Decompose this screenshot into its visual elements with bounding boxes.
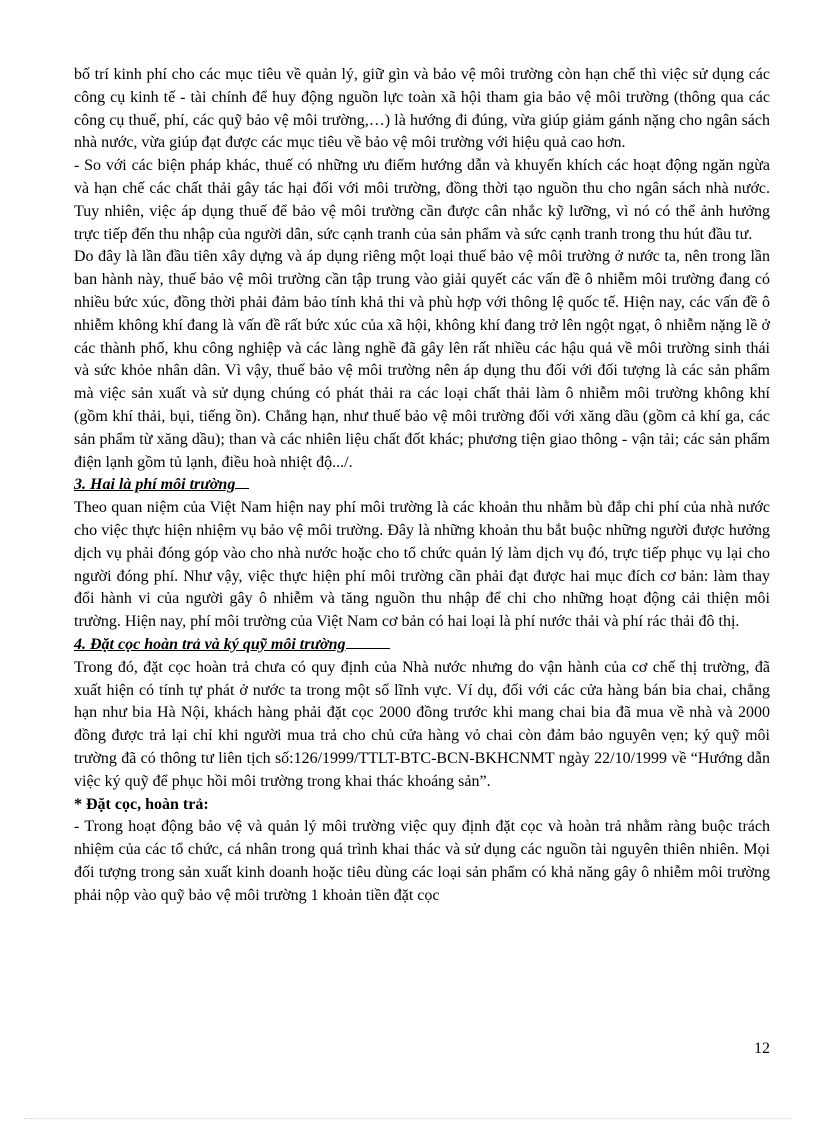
section-heading-4-text: 4. Đặt cọc hoàn trả và ký quỹ môi trường — [74, 635, 346, 653]
paragraph-5: Trong đó, đặt cọc hoàn trả chưa có quy định của Nhà nước nhưng do vận hành của cơ chế thị trường, đã xuất hiện có tính tự phát ở nước ta trong một số lĩnh vực. Ví dụ, đối với các cửa hàng bán bia chai, chẳng hạn như bia Hà Nội, khách hàng phải đặt cọc 2000 đồng trước khi mang chai bia đã mua về nhà và 2000 đồng được trả lại chỉ khi người mua trả cho chủ cửa hàng vỏ chai còn đảm bảo nguyên vẹn; ký quỹ môi trường đã có thông tư liên tịch số:126/1999/TTLT-BTC-BCN-BKHCNMT ngày 22/10/1999 về “Hướng dẫn việc ký quỹ để phục hồi môi trường trong khai thác khoáng sản”. — [74, 658, 770, 790]
subheading-deposit: * Đặt cọc, hoàn trả: — [74, 795, 209, 813]
document-body — [74, 64, 770, 907]
paragraph-6: - Trong hoạt động bảo vệ và quản lý môi trường việc quy định đặt cọc và hoàn trả nhằm ràng buộc trách nhiệm của các tổ chức, cá nhân trong quá trình khai thác và sử dụng các nguồn tài nguyên thiên nhiên. Mọi đối tượng trong sản xuất kinh doanh hoặc tiêu dùng các loại sản phẩm có khả năng gây ô nhiễm môi trường phải nộp vào quỹ bảo vệ môi trường 1 khoản tiền đặt cọc — [74, 818, 770, 904]
paragraph-3: Do đây là lần đầu tiên xây dựng và áp dụng riêng một loại thuế bảo vệ môi trường ở nước ta, nên trong lần ban hành này, thuế bảo vệ môi trường cần tập trung vào giải quyết các vấn đề ô nhiễm môi trường đang có nhiều bức xúc, đồng thời phải đảm bảo tính khả thi và phù hợp với thông lệ quốc tế. Hiện nay, các vấn đề ô nhiễm không khí đang là vấn đề rất bức xúc của xã hội, không khí đang trở lên ngột ngạt, ô nhiễm nặng lề ở các thành phố, khu công nghiệp và các làng nghề đã gây lên rất nhiều các hậu quả về môi trường sinh thái và sức khỏe nhân dân. Vì vậy, thuế bảo vệ môi trường nên áp dụng thu đối với đối tượng là các sản phẩm mà việc sản xuất và sử dụng chúng có phát thải ra các loại chất thải làm ô nhiễm môi trường không khí (gồm khí thải, bụi, tiếng ồn). Chẳng hạn, như thuế bảo vệ môi trường đối với xăng dầu (gồm cả khí ga, các sản phẩm từ xăng dầu); than và các nhiên liệu chất đốt khác; phương tiện giao thông - vận tải; các sản phẩm điện lạnh gồm tủ lạnh, điều hoà nhiệt độ.../. — [74, 248, 770, 471]
heading-underline — [346, 648, 390, 649]
section-heading-3-text: 3. Hai là phí môi trường — [74, 476, 236, 494]
page-bottom-divider — [24, 1118, 792, 1119]
section-heading-3 — [74, 474, 770, 497]
paragraph-4: Theo quan niệm của Việt Nam hiện nay phí môi trường là các khoản thu nhằm bù đắp chi phí của nhà nước cho việc thực hiện nhiệm vụ bảo vệ môi trường. Đây là những khoản thu bắt buộc những người được hưởng dịch vụ phải đóng góp vào cho nhà nước hoặc cho tổ chức quản lý làm dịch vụ đó, trực tiếp phục vụ lại cho người đóng phí. Như vậy, việc thực hiện phí môi trường cần phải đạt được hai mục đích cơ bản: làm thay đổi hành vi của người gây ô nhiễm và tăng nguồn thu nhập để chi cho những hoạt động cải thiện môi trường. Hiện nay, phí môi trường của Việt Nam cơ bản có hai loại là phí nước thải và phí rác thải đô thị. — [74, 499, 770, 631]
paragraph-2: - So với các biện pháp khác, thuế có những ưu điểm hướng dẫn và khuyến khích các hoạt động ngăn ngừa và hạn chế các chất thải gây tác hại đối với môi trường, đồng thời tạo nguồn thu cho ngân sách nhà nước. Tuy nhiên, việc áp dụng thuế để bảo vệ môi trường cần được cân nhắc kỹ lưỡng, vì nó có thể ảnh hưởng trực tiếp đến thu nhập của người dân, sức cạnh tranh của sản phẩm và sức cạnh tranh trong thu hút đầu tư. — [74, 157, 770, 243]
paragraph-1: bố trí kinh phí cho các mục tiêu về quản lý, giữ gìn và bảo vệ môi trường còn hạn chế thì việc sử dụng các công cụ kinh tế - tài chính để huy động nguồn lực toàn xã hội tham gia bảo vệ môi trường (thông qua các công cụ thuế, phí, các quỹ bảo vệ môi trường,…) là hướng đi đúng, vừa giúp giảm gánh nặng cho ngân sách nhà nước, vừa giúp đạt được các mục tiêu về bảo vệ môi trường với hiệu quả cao hơn. — [74, 66, 770, 152]
page-number: 12 — [754, 1040, 770, 1057]
section-heading-4 — [74, 634, 770, 657]
heading-underline — [235, 488, 249, 489]
